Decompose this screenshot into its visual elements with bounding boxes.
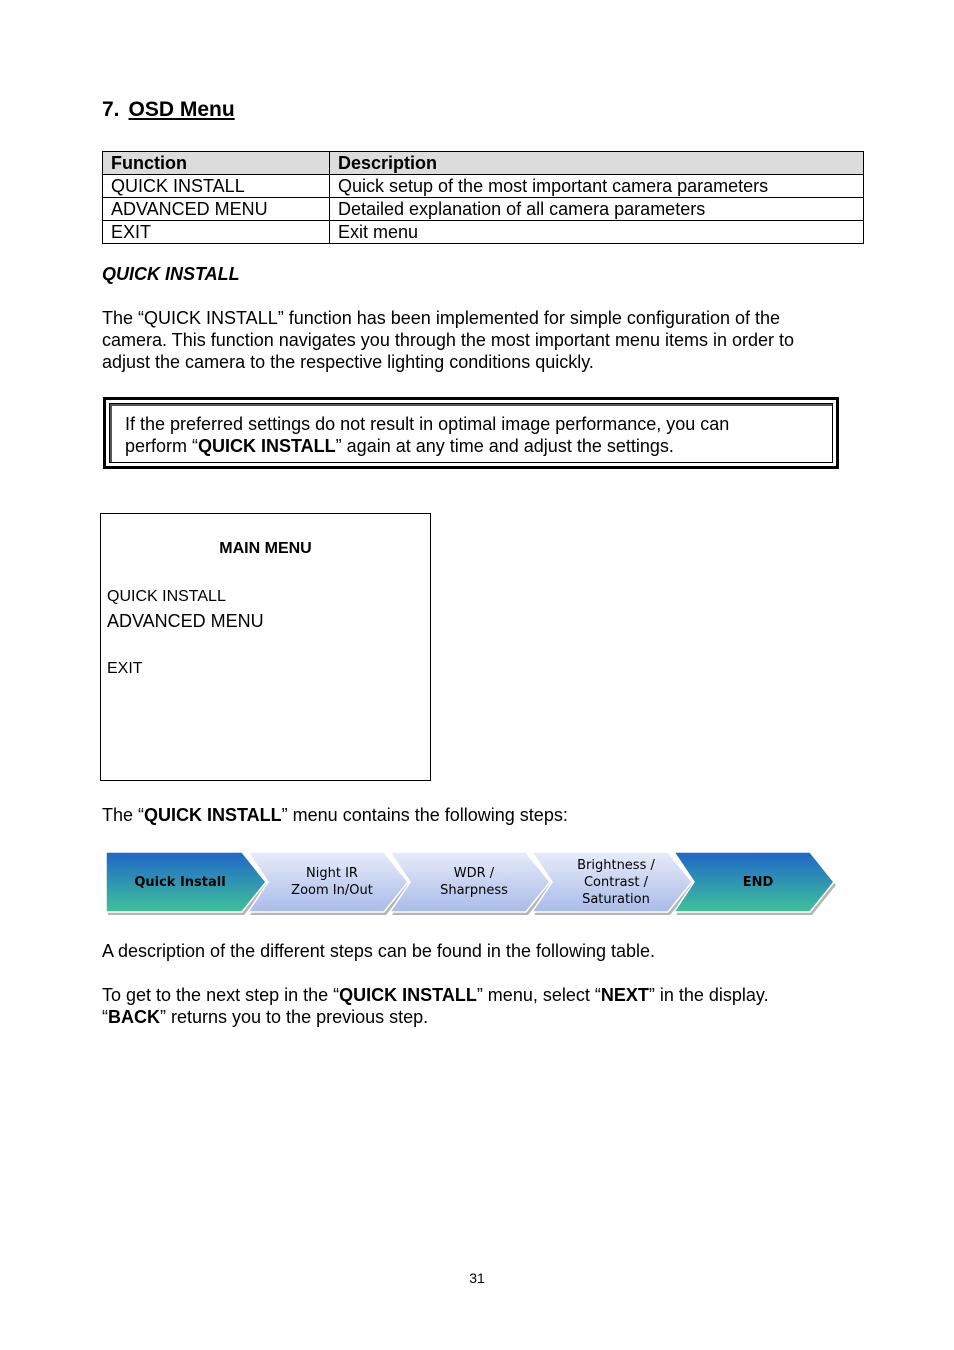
quick-install-flow (100, 848, 840, 920)
table-cell: EXIT (103, 221, 330, 244)
page-number: 31 (469, 1270, 485, 1286)
table-cell: Detailed explanation of all camera parameters (330, 198, 864, 221)
table-row (103, 198, 864, 221)
table-header-row (103, 152, 864, 175)
next-text: ” in the display. (648, 985, 769, 1005)
intro-line: The “QUICK INSTALL” function has been implemented for simple configuration of the (102, 308, 780, 328)
table-cell: QUICK INSTALL (103, 175, 330, 198)
flow-step-line: Sharpness (440, 883, 508, 898)
note-inner-frame (109, 403, 833, 463)
flow-step-line: Contrast / (583, 874, 649, 890)
next-bold: QUICK INSTALL (339, 985, 477, 1005)
flow-step-line: Quick Install (134, 874, 226, 890)
note-box (103, 397, 839, 469)
function-table (102, 151, 864, 244)
steps-intro (102, 804, 862, 826)
intro-line: adjust the camera to the respective lighting conditions quickly. (102, 352, 594, 372)
flow-step-text (577, 857, 655, 908)
section-title: OSD Menu (128, 98, 235, 121)
description-paragraph: A description of the different steps can be found in the following table. (102, 941, 656, 961)
flow-step-line: Saturation (582, 891, 650, 907)
menu-item-quick-install[interactable]: QUICK INSTALL (107, 588, 226, 605)
flow-step-line: Zoom In/Out (291, 883, 373, 898)
note-line (125, 435, 825, 457)
next-paragraph (102, 984, 862, 1028)
next-line (102, 1006, 862, 1028)
note-text-part: perform “ (125, 436, 199, 456)
main-menu-screen (100, 513, 431, 781)
table-cell: Quick setup of the most important camera parameters (330, 175, 864, 198)
flow-step-line: Brightness / (577, 857, 655, 873)
flow-step-text (743, 874, 774, 891)
main-menu-title: MAIN MENU (219, 540, 312, 557)
flow-step-text (440, 865, 508, 899)
next-text: “ (102, 1007, 108, 1027)
flow-step-label (106, 852, 254, 912)
flow-step-text (134, 874, 225, 891)
flow-step-label (694, 852, 822, 912)
flow-step-label (410, 852, 538, 912)
section-heading (102, 98, 235, 122)
next-line (102, 984, 862, 1006)
intro-paragraph (102, 307, 862, 373)
steps-intro-text: ” menu contains the following steps: (281, 805, 568, 825)
note-text (125, 413, 825, 457)
next-text: ” returns you to the previous step. (160, 1007, 429, 1027)
flow-step-text (291, 865, 373, 899)
quick-install-heading: QUICK INSTALL (102, 264, 240, 284)
table-cell: ADVANCED MENU (103, 198, 330, 221)
flow-step-line: END (742, 874, 774, 890)
next-text: To get to the next step in the “ (102, 985, 340, 1005)
note-text-part: ” again at any time and adjust the settings. (335, 436, 674, 456)
flow-step-label (268, 852, 396, 912)
note-line: If the preferred settings do not result in optimal image performance, you can (125, 414, 730, 434)
next-text: ” menu, select “ (476, 985, 601, 1005)
next-bold: NEXT (600, 985, 649, 1005)
table-header-function: Function (103, 152, 330, 175)
table-row (103, 175, 864, 198)
note-bold-part: QUICK INSTALL (198, 436, 336, 456)
section-number: 7. (102, 98, 120, 121)
steps-intro-bold: QUICK INSTALL (144, 805, 282, 825)
table-cell: Exit menu (330, 221, 864, 244)
flow-step-line: Night IR (306, 866, 358, 881)
table-row (103, 221, 864, 244)
flow-step-label (552, 852, 680, 912)
steps-intro-text: The “ (102, 805, 145, 825)
menu-item-advanced-menu[interactable]: ADVANCED MENU (107, 611, 264, 631)
next-bold: BACK (108, 1007, 160, 1027)
flow-step-line: WDR / (453, 866, 495, 881)
menu-item-exit[interactable]: EXIT (107, 660, 143, 677)
intro-line: camera. This function navigates you through the most important menu items in order to (102, 330, 795, 350)
table-header-description: Description (330, 152, 864, 175)
